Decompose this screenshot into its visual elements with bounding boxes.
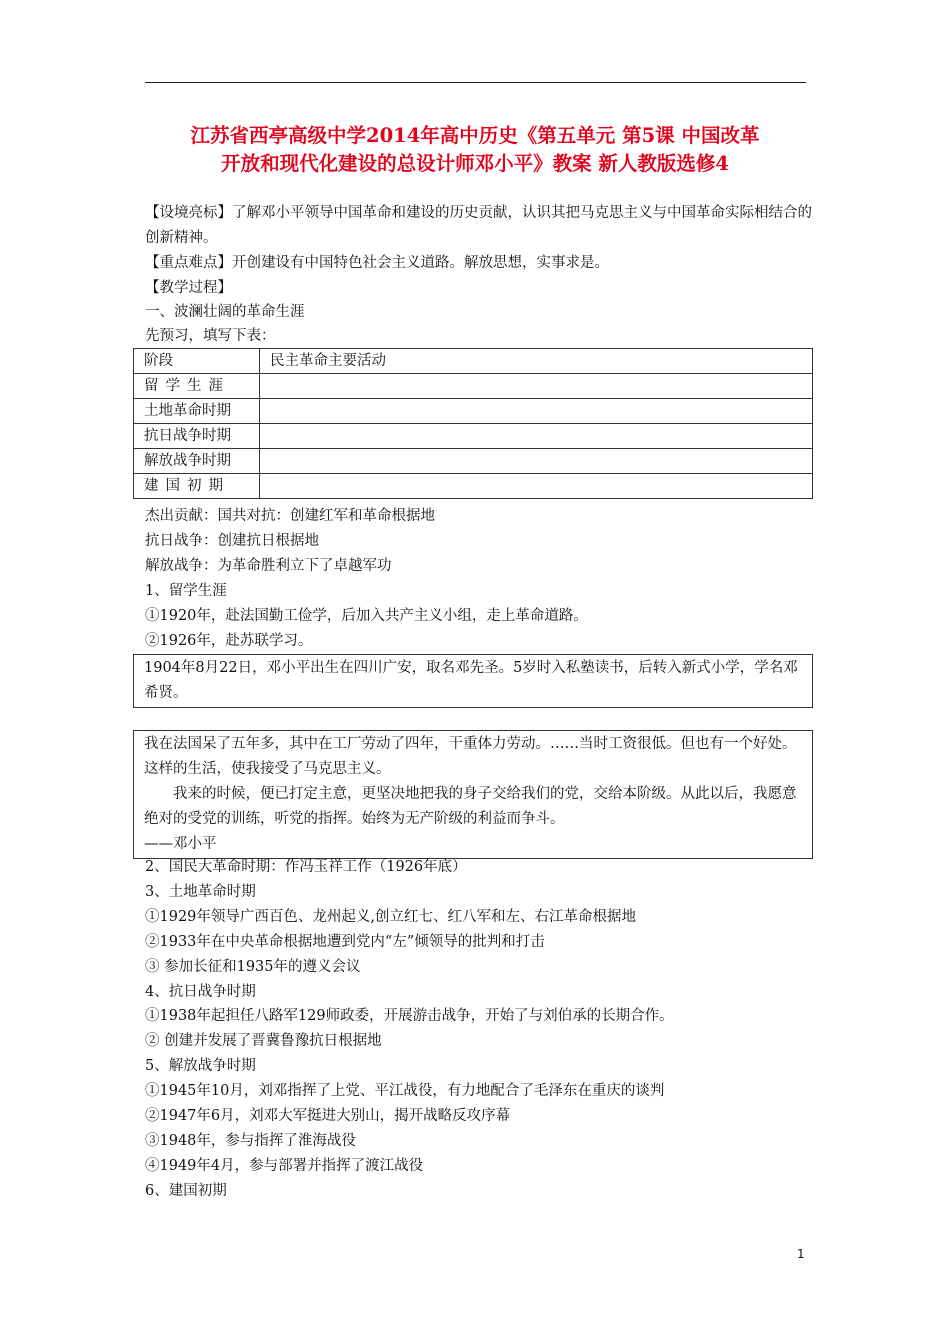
stage-table — [133, 348, 813, 499]
table-cell-stage: 抗日战争时期 — [134, 424, 260, 449]
title-line-2: 开放和现代化建设的总设计师邓小平》教案 新人教版选修4 — [221, 152, 729, 175]
contribution-line: 杰出贡献：国共对抗：创建红军和革命根据地 — [145, 508, 435, 524]
table-cell-activity — [260, 474, 813, 499]
list-item: ②1933年在中央革命根据地遭到党内“左”倾领导的批判和打击 — [145, 934, 545, 950]
study-abroad-heading: 1、留学生涯 — [145, 583, 227, 599]
table-cell-activity — [260, 374, 813, 399]
keypoints-paragraph: 【重点难点】开创建设有中国特色社会主义道路。解放思想，实事求是。 — [145, 255, 609, 271]
table-cell-activity — [260, 424, 813, 449]
anti-japanese-heading: 4、抗日战争时期 — [145, 984, 256, 1000]
list-item: ② 创建并发展了晋冀鲁豫抗日根据地 — [145, 1033, 382, 1049]
quote-box — [133, 730, 813, 859]
header-rule — [145, 82, 806, 83]
contribution-line: 抗日战争：创建抗日根据地 — [145, 533, 319, 549]
table-cell-activity — [260, 399, 813, 424]
land-revolution-heading: 3、土地革命时期 — [145, 884, 256, 900]
table-row — [134, 399, 813, 424]
table-cell-stage: 解放战争时期 — [134, 449, 260, 474]
table-cell-stage: 土地革命时期 — [134, 399, 260, 424]
table-row — [134, 374, 813, 399]
liberation-heading: 5、解放战争时期 — [145, 1058, 256, 1074]
contribution-line: 解放战争：为革命胜利立下了卓越军功 — [145, 558, 392, 574]
title-line-1: 江苏省西亭高级中学2014年高中历史《第五单元 第5课 中国改革 — [190, 124, 760, 147]
list-item: ①1929年领导广西百色、龙州起义,创立红七、红八军和左、右江革命根据地 — [145, 909, 637, 925]
early-prc-heading: 6、建国初期 — [145, 1183, 227, 1199]
quote-paragraph-1: 我在法国呆了五年多，其中在工厂劳动了四年，干重体力劳动。……当时工资很低。但也有一个好处。这样的生活，使我接受了马克思主义。 — [144, 736, 797, 777]
section1-heading: 一、波澜壮阔的革命生涯 — [145, 304, 305, 320]
objectives-paragraph: 【设境亮标】了解邓小平领导中国革命和建设的历史贡献，认识其把马克思主义与中国革命实际相结合的创新精神。 — [145, 205, 812, 246]
quote-paragraph-2: 我来的时候，便已打定主意，更坚决地把我的身子交给我们的党，交给本阶级。从此以后，我愿意绝对的受党的训练，听党的指挥。始终为无产阶级的利益而争斗。 — [144, 786, 797, 827]
table-cell-stage: 留学生涯 — [134, 374, 260, 399]
table-header-cell: 民主革命主要活动 — [260, 349, 813, 374]
list-item: ①1920年，赴法国勤工俭学，后加入共产主义小组，走上革命道路。 — [145, 608, 588, 624]
table-row — [134, 424, 813, 449]
list-item: ②1947年6月，刘邓大军挺进大别山，揭开战略反攻序幕 — [145, 1108, 511, 1124]
table-header-row — [134, 349, 813, 374]
table-row — [134, 449, 813, 474]
table-cell-activity — [260, 449, 813, 474]
page-number: 1 — [797, 1247, 805, 1261]
list-item: ①1945年10月，刘邓指挥了上党、平江战役，有力地配合了毛泽东在重庆的谈判 — [145, 1083, 665, 1099]
table-row — [134, 474, 813, 499]
list-item: ④1949年4月，参与部署并指挥了渡江战役 — [145, 1158, 424, 1174]
process-heading: 【教学过程】 — [145, 280, 232, 296]
birth-info-box — [133, 654, 813, 708]
preview-instruction: 先预习，填写下表： — [145, 328, 276, 344]
table-cell-stage: 建国初期 — [134, 474, 260, 499]
list-item: ②1926年，赴苏联学习。 — [145, 633, 313, 649]
document-title — [100, 122, 850, 178]
list-item: ③1948年，参与指挥了淮海战役 — [145, 1133, 356, 1149]
list-item: ③ 参加长征和1935年的遵义会议 — [145, 959, 361, 975]
quote-attribution: ——邓小平 — [144, 836, 217, 852]
birth-info-text: 1904年8月22日，邓小平出生在四川广安，取名邓先圣。5岁时入私塾读书，后转入新式小学，学名邓希贤。 — [144, 660, 798, 701]
national-revolution-line: 2、国民大革命时期：作冯玉祥工作（1926年底） — [145, 859, 467, 875]
list-item: ①1938年起担任八路军129师政委，开展游击战争，开始了与刘伯承的长期合作。 — [145, 1008, 674, 1024]
table-header-cell: 阶段 — [134, 349, 260, 374]
